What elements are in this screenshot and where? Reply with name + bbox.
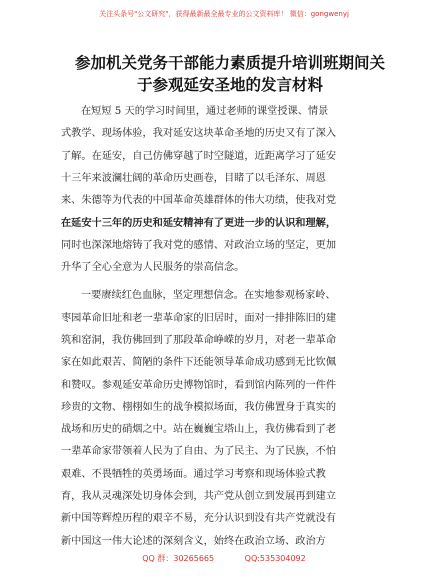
paragraph-line: 新中国这一伟大论述的深刻含义，始终在政治立场、政治方 bbox=[61, 535, 326, 547]
title-line-2: 于参观延安圣地的发言材料 bbox=[136, 76, 323, 94]
footer-qq: QQ:535304092 bbox=[244, 554, 306, 563]
paragraph-line: 式教学、现场体验，我对延安这块革命圣地的历史又有了深入 bbox=[61, 128, 337, 140]
paragraph-line: 了解。在延安，自己仿佛穿越了时空隧道，近距离学习了延安 bbox=[61, 150, 337, 162]
footer-contact bbox=[0, 553, 448, 564]
paragraph-line: 一辈革命家带领着人民为了自由、为了民主、为了民族，不怕 bbox=[61, 446, 337, 458]
paragraph-line: 升华了全心全意为人民服务的崇高信念。 bbox=[61, 262, 245, 274]
paragraph-line: 战场和历史的硝烟之中。站在巍巍宝塔山上，我仿佛看到了老 bbox=[61, 424, 337, 436]
paragraph-line: 同时也深深地熔铸了我对党的感情、对政治立场的坚定，更加 bbox=[61, 239, 337, 251]
paragraph-2 bbox=[61, 285, 383, 553]
footer-qq-group: QQ 群：30265665 bbox=[142, 554, 215, 563]
paragraph-line: 来、朱德等为代表的中国革命英雄群体的伟大功绩，使我对党 bbox=[61, 195, 337, 207]
paragraph-line: 新中国等辉煌历程的艰辛不易，充分认识到没有共产党就没有 bbox=[61, 513, 337, 525]
paragraph-line: 十三年来波澜壮阔的革命历史画卷，目睹了以毛泽东、周恩 bbox=[61, 172, 326, 184]
paragraph-1 bbox=[61, 101, 383, 279]
paragraph-line: 和赞叹。参观延安革命历史博物馆时，看到馆内陈列的一件件 bbox=[61, 379, 337, 391]
document-title bbox=[60, 52, 400, 96]
paragraph-line: 枣园革命旧址和老一辈革命家的旧居时，面对一排排陈旧的建 bbox=[61, 312, 337, 324]
promo-banner: 关注头条号"公文研究"，获得最新最全最专业的公文资料库！ 微信：gongwenyj bbox=[99, 10, 349, 18]
paragraph-line: 筑和窑洞，我仿佛回到了那段革命峥嵘的岁月，对老一辈革命 bbox=[61, 334, 337, 346]
paragraph-line: 一要赓续红色血脉，坚定理想信念。在实地参观杨家岭、 bbox=[81, 290, 336, 302]
paragraph-line: 在短短 5 天的学习时间里，通过老师的课堂授课、情景 bbox=[81, 106, 329, 117]
paragraph-line: 珍贵的文物、栩栩如生的战争模拟场面，我仿佛置身于真实的 bbox=[61, 401, 337, 413]
paragraph-line: 家在如此艰苦、简陋的条件下还能领导革命成功感到无比钦佩 bbox=[61, 357, 337, 369]
paragraph-line: 艰难、不畏牺牲的英勇场面。通过学习考察和现场体验式教 bbox=[61, 468, 326, 480]
paragraph-line-emphasis: 在延安十三年的历史和延安精神有了更进一步的认识和理解， bbox=[61, 217, 337, 230]
title-line-1: 参加机关党务干部能力素质提升培训班期间关 bbox=[74, 54, 385, 72]
paragraph-line: 育，我从灵魂深处切身体会到，共产党从创立到发展再到建立 bbox=[61, 491, 337, 503]
document-body bbox=[61, 101, 383, 553]
